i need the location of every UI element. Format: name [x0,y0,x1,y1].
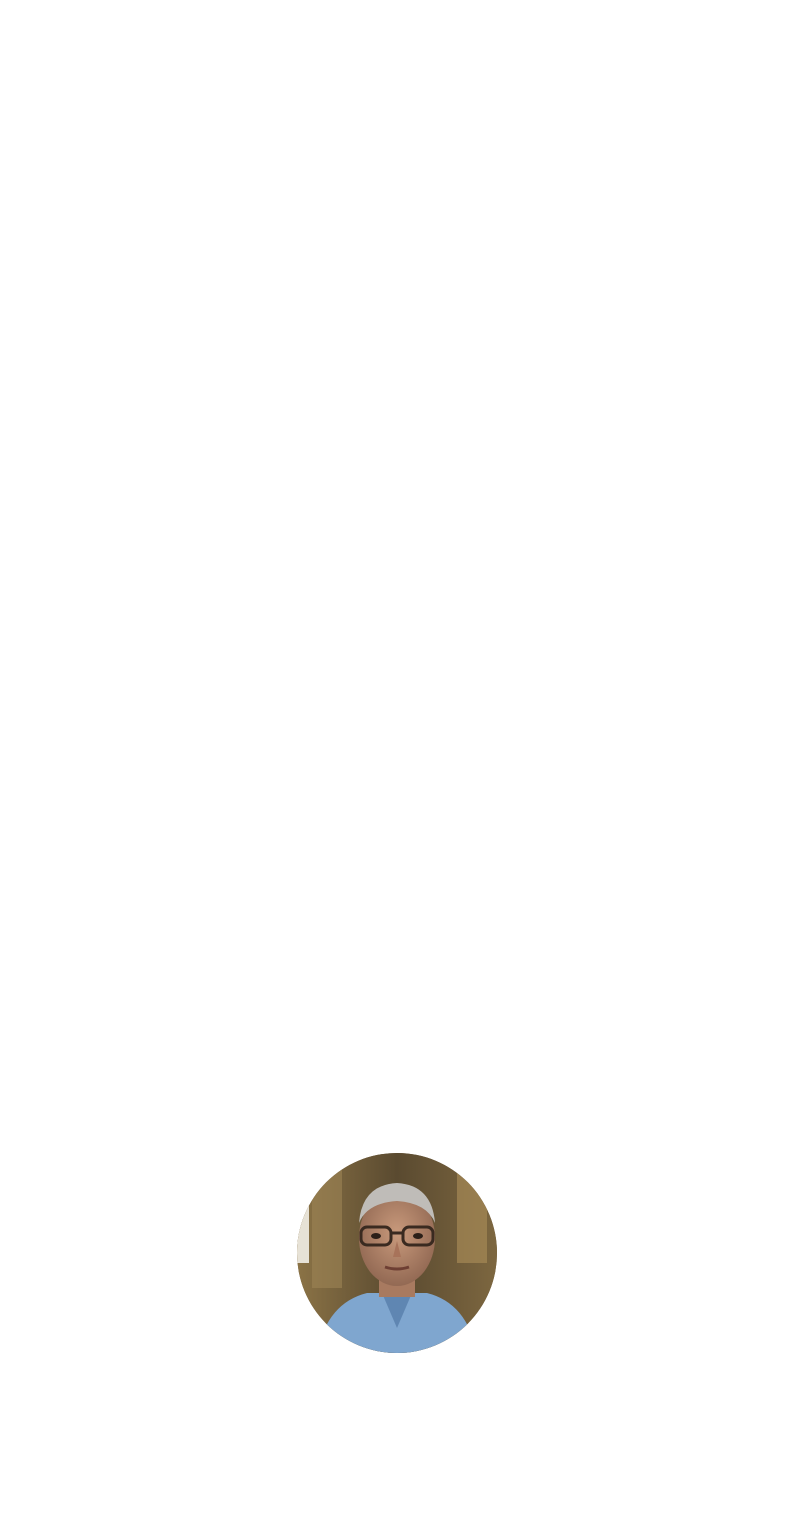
author-avatar [297,1153,497,1353]
portrait-image [297,1153,497,1353]
